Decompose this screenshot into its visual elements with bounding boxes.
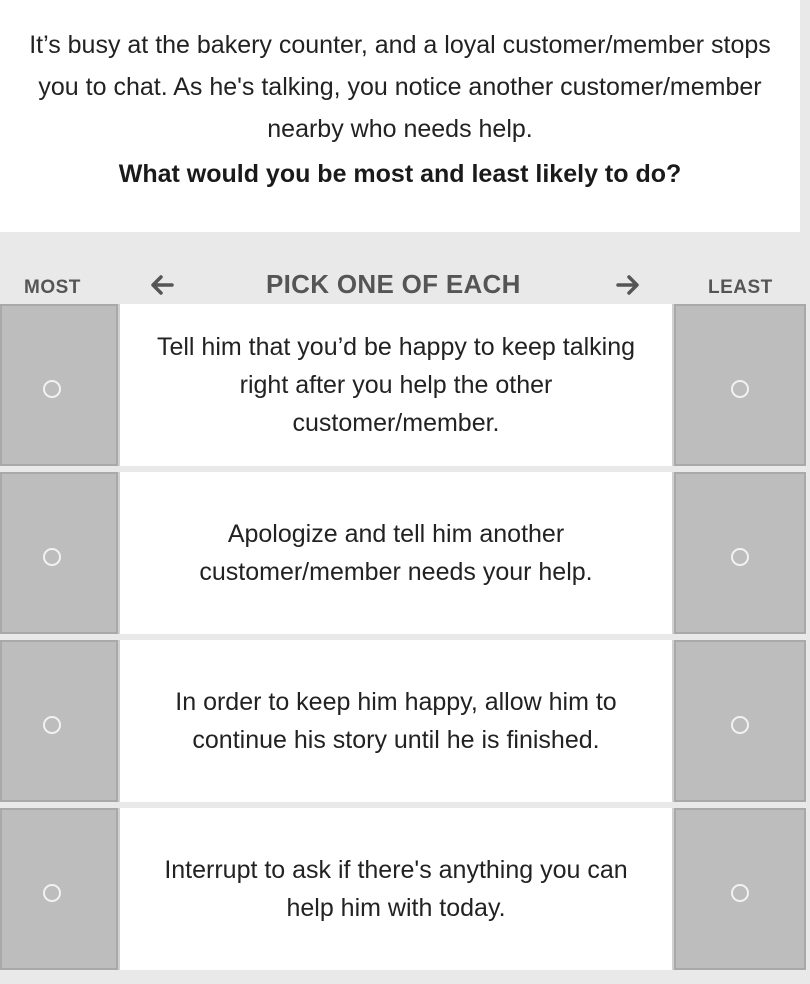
least-column-label: LEAST [708,277,773,298]
option-row [0,808,810,970]
option-row [0,304,810,466]
most-radio-option-2[interactable] [0,472,118,634]
option-4-text: Interrupt to ask if there's anything you can help him with today. [164,856,628,922]
radio-circle-icon [43,884,61,902]
column-header [0,262,810,306]
most-radio-option-1[interactable] [0,304,118,466]
option-1-box [118,304,674,466]
pick-instruction: PICK ONE OF EACH [266,269,521,299]
least-radio-option-2[interactable] [674,472,806,634]
option-3-box [118,640,674,802]
most-column-label: MOST [24,277,81,298]
scenario-text: It’s busy at the bakery counter, and a loyal customer/member stops you to chat. As he's talking, you notice another customer/member nearby who needs help. [29,31,771,143]
option-2-text: Apologize and tell him another customer/member needs your help. [199,520,593,586]
question-text: What would you be most and least likely to do? [118,160,682,188]
radio-circle-icon [731,380,749,398]
least-radio-option-3[interactable] [674,640,806,802]
option-4-box [118,808,674,970]
arrow-right-icon [614,271,642,304]
most-radio-option-3[interactable] [0,640,118,802]
radio-circle-icon [731,548,749,566]
option-row [0,472,810,634]
option-2-box [118,472,674,634]
option-1-text: Tell him that you’d be happy to keep talking right after you help the other customer/member. [156,333,636,437]
scenario-card [0,0,800,232]
radio-circle-icon [43,548,61,566]
radio-circle-icon [731,716,749,734]
radio-circle-icon [43,716,61,734]
option-3-text: In order to keep him happy, allow him to continue his story until he is finished. [175,688,617,754]
most-radio-option-4[interactable] [0,808,118,970]
least-radio-option-1[interactable] [674,304,806,466]
least-radio-option-4[interactable] [674,808,806,970]
option-row [0,640,810,802]
radio-circle-icon [43,380,61,398]
arrow-left-icon [148,271,176,304]
radio-circle-icon [731,884,749,902]
